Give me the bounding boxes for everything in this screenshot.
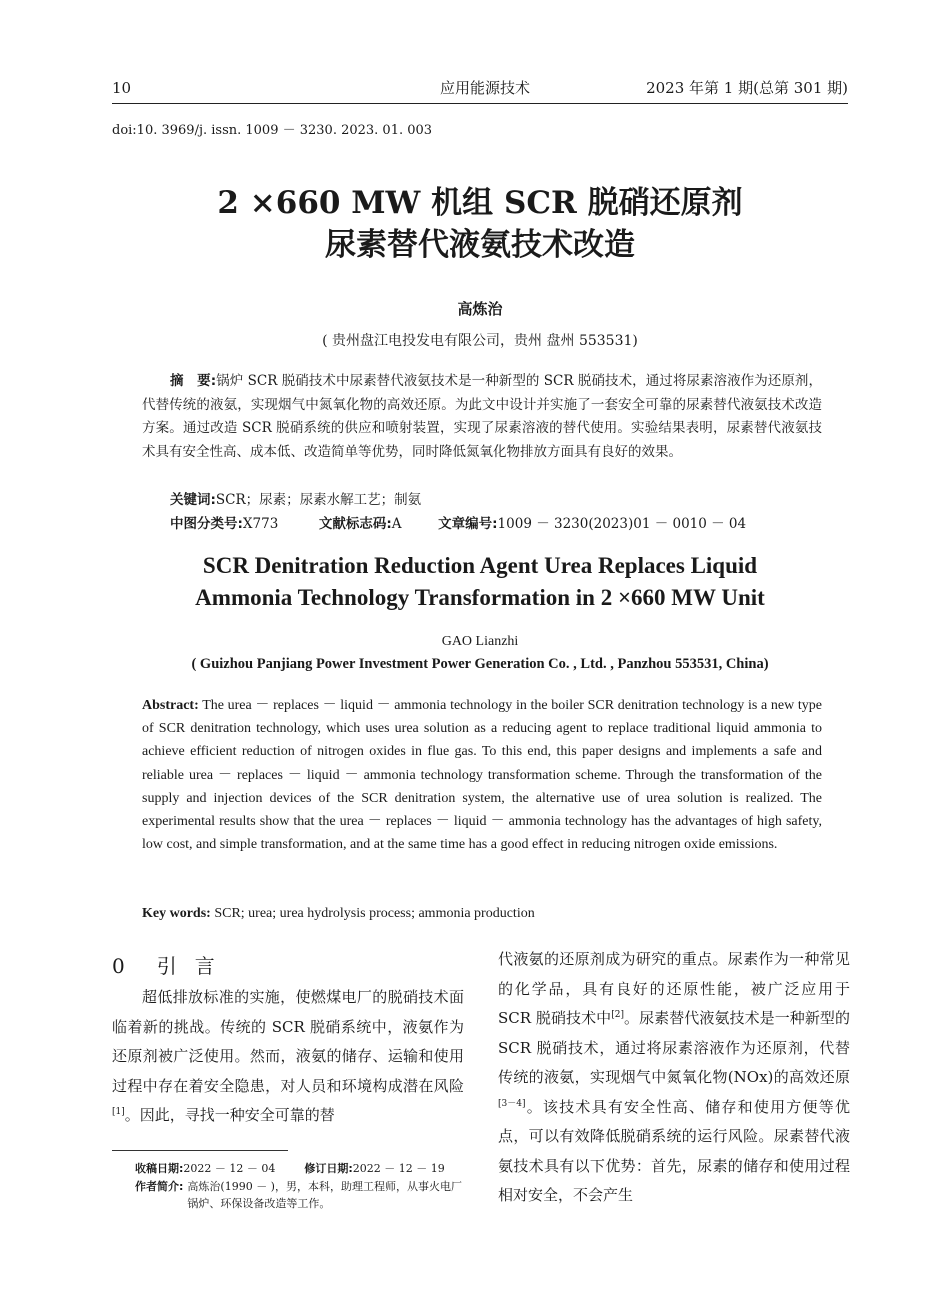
- section-heading: [112, 950, 233, 979]
- revised-value: 2022 － 12 － 19: [352, 1162, 445, 1175]
- doc-code-value: A: [391, 516, 402, 532]
- keywords-cn: [170, 490, 421, 510]
- journal-name: 应用能源技术: [440, 79, 531, 97]
- abstract-cn-label: 摘 要:: [170, 373, 217, 389]
- received-value: 2022 － 12 － 04: [183, 1162, 276, 1175]
- footnote-rule: [112, 1150, 288, 1151]
- keywords-en-label: Key words:: [142, 906, 211, 921]
- body-left-column: [112, 983, 464, 1131]
- header-rule: [112, 103, 848, 104]
- issue-info: 2023 年第 1 期(总第 301 期): [646, 79, 848, 97]
- citation-ref[interactable]: [2]: [611, 1010, 624, 1020]
- body-right-text-1: 代液氨的还原剂成为研究的重点。尿素作为一种常见的化学品，具有良好的还原性能，被广泛应用于 SCR 脱硝技术中: [498, 950, 850, 1027]
- keywords-cn-text: SCR；尿素；尿素水解工艺；制氨: [215, 492, 422, 508]
- footnote-dates: [135, 1160, 445, 1177]
- keywords-en: [142, 906, 822, 922]
- author-en: GAO Lianzhi: [441, 634, 519, 649]
- body-right-text-2: 。尿素替代液氨技术是一种新型的 SCR 脱硝技术，通过将尿素溶液作为还原剂，代替传统的液氨，实现烟气中氮氧化物(NOx)的高效还原: [498, 1009, 850, 1086]
- citation-ref[interactable]: [3－4]: [498, 1098, 526, 1109]
- doi[interactable]: doi:10. 3969/j. issn. 1009 － 3230. 2023. 01. 003: [112, 123, 433, 138]
- page-number: 10: [112, 79, 132, 97]
- title-cn-line2: 尿素替代液氨技术改造: [325, 227, 635, 263]
- article-no-value: 1009 － 3230(2023)01 － 0010 － 04: [497, 516, 747, 532]
- title-en-line1: SCR Denitration Reduction Agent Urea Replaces Liquid: [202, 553, 758, 578]
- classification-line: [170, 514, 746, 534]
- article-no-label: 文章编号:: [438, 516, 498, 532]
- title-en-line2: Ammonia Technology Transformation in 2 ×660 MW Unit: [195, 585, 765, 610]
- keywords-en-text: SCR; urea; urea hydrolysis process; ammonia production: [210, 906, 535, 921]
- affiliation-cn: ( 贵州盘江电投发电有限公司，贵州 盘州 553531): [322, 333, 638, 349]
- author-cn: 高炼治: [457, 300, 503, 318]
- body-left-text-2: 。因此，寻找一种安全可靠的替: [124, 1106, 335, 1124]
- section-title: 引言: [156, 954, 233, 978]
- abstract-cn-text: 锅炉 SCR 脱硝技术中尿素替代液氨技术是一种新型的 SCR 脱硝技术，通过将尿素溶液作为还原剂，代替传统的液氨，实现烟气中氮氧化物的高效还原。为此文中设计并实施了一套安全可靠的尿素替代液氨技术改造方案。通过改造 SCR 脱硝系统的供应和喷射装置，实现了尿素溶液的替代使用。实验结果表明，尿素替代液氨技术具有安全性高、成本低、改造简单等优势，同时降低氮氧化物排放方面具有良好的效果。: [142, 373, 822, 460]
- received-label: 收稿日期:: [135, 1162, 184, 1175]
- body-right-column: [498, 945, 850, 1211]
- footnote-bio: [135, 1178, 465, 1212]
- title-cn-line1: 2 ×660 MW 机组 SCR 脱硝还原剂: [217, 185, 743, 221]
- bio-text: 高炼治(1990 － )，男，本科，助理工程师，从事火电厂锅炉、环保设备改造等工作。: [187, 1180, 462, 1210]
- abstract-cn: [142, 370, 822, 464]
- doc-code-label: 文献标志码:: [318, 516, 392, 532]
- affiliation-en: ( Guizhou Panjiang Power Investment Power Generation Co. , Ltd. , Panzhou 553531, China): [191, 656, 769, 672]
- clc-value: X773: [242, 516, 279, 532]
- body-left-text-1: 超低排放标准的实施，使燃煤电厂的脱硝技术面临着新的挑战。传统的 SCR 脱硝系统中，液氨作为还原剂被广泛使用。然而，液氨的储存、运输和使用过程中存在着安全隐患，对人员和环境构成潜在风险: [112, 988, 464, 1095]
- keywords-cn-label: 关键词:: [170, 492, 216, 508]
- bio-label: 作者简介:: [135, 1180, 184, 1193]
- body-right-text-3: 。该技术具有安全性高、储存和使用方便等优点，可以有效降低脱硝系统的运行风险。尿素替代液氨技术具有以下优势：首先，尿素的储存和使用过程相对安全，不会产生: [498, 1097, 850, 1204]
- abstract-en-text: The urea － replaces － liquid － ammonia technology in the boiler SCR denitration technology is a new type of SCR denitration technology, which uses urea solution as a reducing agent to replace traditional liquid ammonia to achieve efficient reduction of nitrogen oxides in flue gas. To this end, this paper designs and implements a safe and reliable urea － replaces － liquid － ammonia technology transformation scheme. Through the transformation of the supply and injection devices of the SCR denitration system, the alternative use of urea solution is realized. The experimental results show that the urea － replaces － liquid － ammonia technology has the advantages of high safety, low cost, and simple transformation, and at the same time has a good effect in reducing nitrogen oxide emissions.: [142, 698, 822, 853]
- revised-label: 修订日期:: [304, 1162, 353, 1175]
- citation-ref[interactable]: [1]: [112, 1107, 125, 1117]
- clc-label: 中图分类号:: [170, 516, 243, 532]
- abstract-en: [142, 694, 822, 856]
- section-number: 0: [112, 954, 143, 978]
- abstract-en-label: Abstract:: [142, 698, 199, 713]
